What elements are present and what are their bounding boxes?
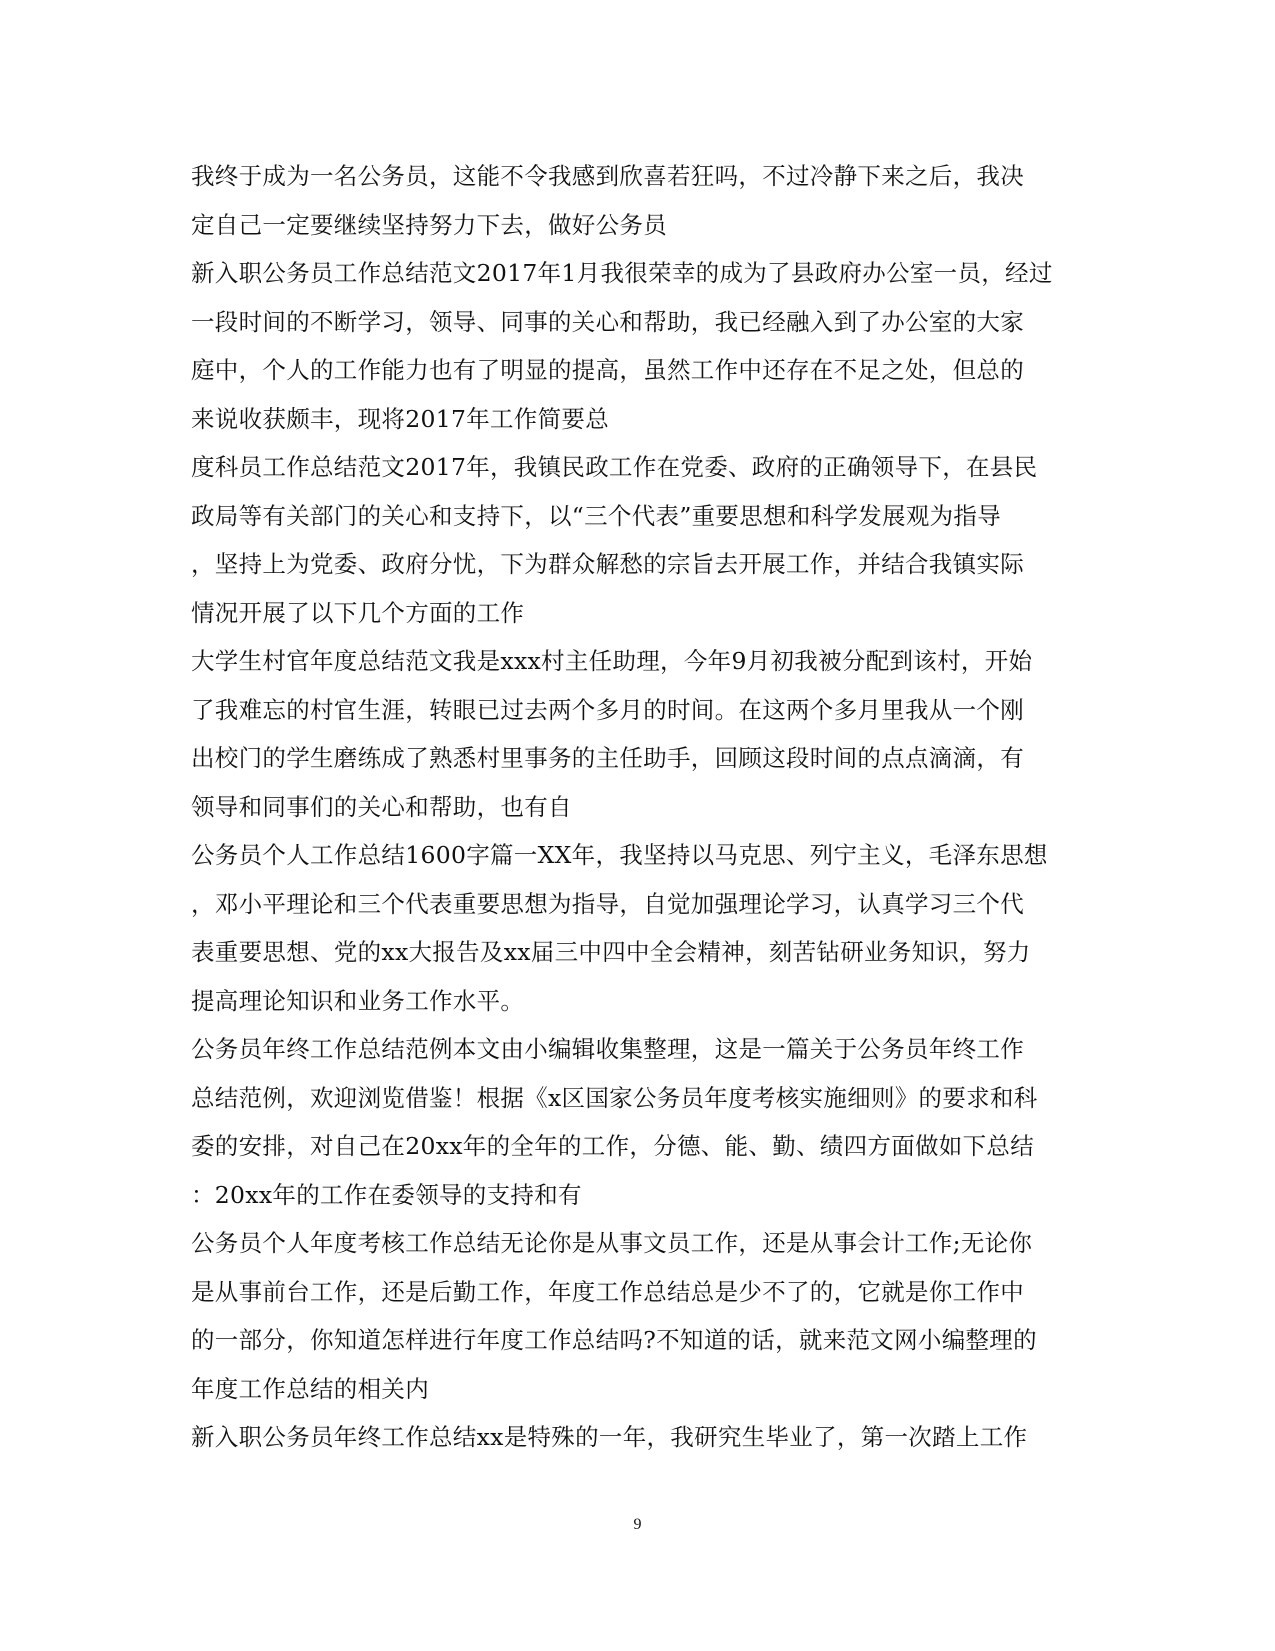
text-line: 新入职公务员年终工作总结xx是特殊的一年，我研究生毕业了，第一次踏上工作 xyxy=(191,1423,1028,1451)
text-line: 总结范例，欢迎浏览借鉴！根据《x区国家公务员年度考核实施细则》的要求和科 xyxy=(191,1083,1038,1112)
text-line: 公务员个人工作总结1600字篇一XX年，我坚持以马克思、列宁主义，毛泽东思想 xyxy=(191,841,1048,869)
text-line: 新入职公务员工作总结范文2017年1月我很荣幸的成为了县政府办公室一员，经过 xyxy=(191,259,1053,287)
text-line: 一段时间的不断学习，领导、同事的关心和帮助，我已经融入到了办公室的大家 xyxy=(191,307,1024,336)
body-text xyxy=(191,152,1087,1462)
text-line: 出校门的学生磨练成了熟悉村里事务的主任助手，回顾这段时间的点点滴滴，有 xyxy=(191,744,1024,772)
text-line: 是从事前台工作，还是后勤工作，年度工作总结总是少不了的，它就是你工作中 xyxy=(191,1277,1024,1306)
text-line: 来说收获颇丰，现将2017年工作简要总 xyxy=(191,404,610,433)
text-line: ：20xx年的工作在委领导的支持和有 xyxy=(191,1180,582,1209)
text-line: ，邓小平理论和三个代表重要思想为指导，自觉加强理论学习，认真学习三个代 xyxy=(191,889,1024,918)
text-line: 公务员个人年度考核工作总结无论你是从事文员工作，还是从事会计工作;无论你 xyxy=(191,1229,1033,1257)
page-number: 9 xyxy=(633,1516,642,1533)
text-line: 大学生村官年度总结范文我是xxx村主任助理，今年9月初我被分配到该村，开始 xyxy=(191,647,1033,675)
text-line: 度科员工作总结范文2017年，我镇民政工作在党委、政府的正确领导下，在县民 xyxy=(191,453,1038,481)
text-line: 公务员年终工作总结范例本文由小编辑收集整理，这是一篇关于公务员年终工作 xyxy=(191,1035,1024,1063)
text-line: 情况开展了以下几个方面的工作 xyxy=(191,598,525,627)
text-line: 领导和同事们的关心和帮助，也有自 xyxy=(191,792,572,821)
text-line: 政局等有关部门的关心和支持下，以“三个代表”重要思想和科学发展观为指导 xyxy=(191,501,1002,530)
text-line: 委的安排，对自己在20xx年的全年的工作，分德、能、勤、绩四方面做如下总结 xyxy=(191,1132,1035,1160)
text-line: 提高理论知识和业务工作水平。 xyxy=(191,986,525,1015)
text-line: 年度工作总结的相关内 xyxy=(191,1374,429,1403)
text-line: ，坚持上为党委、政府分忧，下为群众解愁的宗旨去开展工作，并结合我镇实际 xyxy=(191,550,1024,578)
text-line: 定自己一定要继续坚持努力下去，做好公务员 xyxy=(191,210,667,239)
text-line: 庭中，个人的工作能力也有了明显的提高，虽然工作中还存在不足之处，但总的 xyxy=(191,356,1024,384)
text-line: 我终于成为一名公务员，这能不令我感到欣喜若狂吗，不过冷静下来之后，我决 xyxy=(191,162,1024,190)
text-line: 表重要思想、党的xx大报告及xx届三中四中全会精神，刻苦钻研业务知识，努力 xyxy=(191,938,1031,966)
text-line: 的一部分，你知道怎样进行年度工作总结吗?不知道的话，就来范文网小编整理的 xyxy=(191,1326,1037,1354)
text-line: 了我难忘的村官生涯，转眼已过去两个多月的时间。在这两个多月里我从一个刚 xyxy=(191,695,1024,724)
